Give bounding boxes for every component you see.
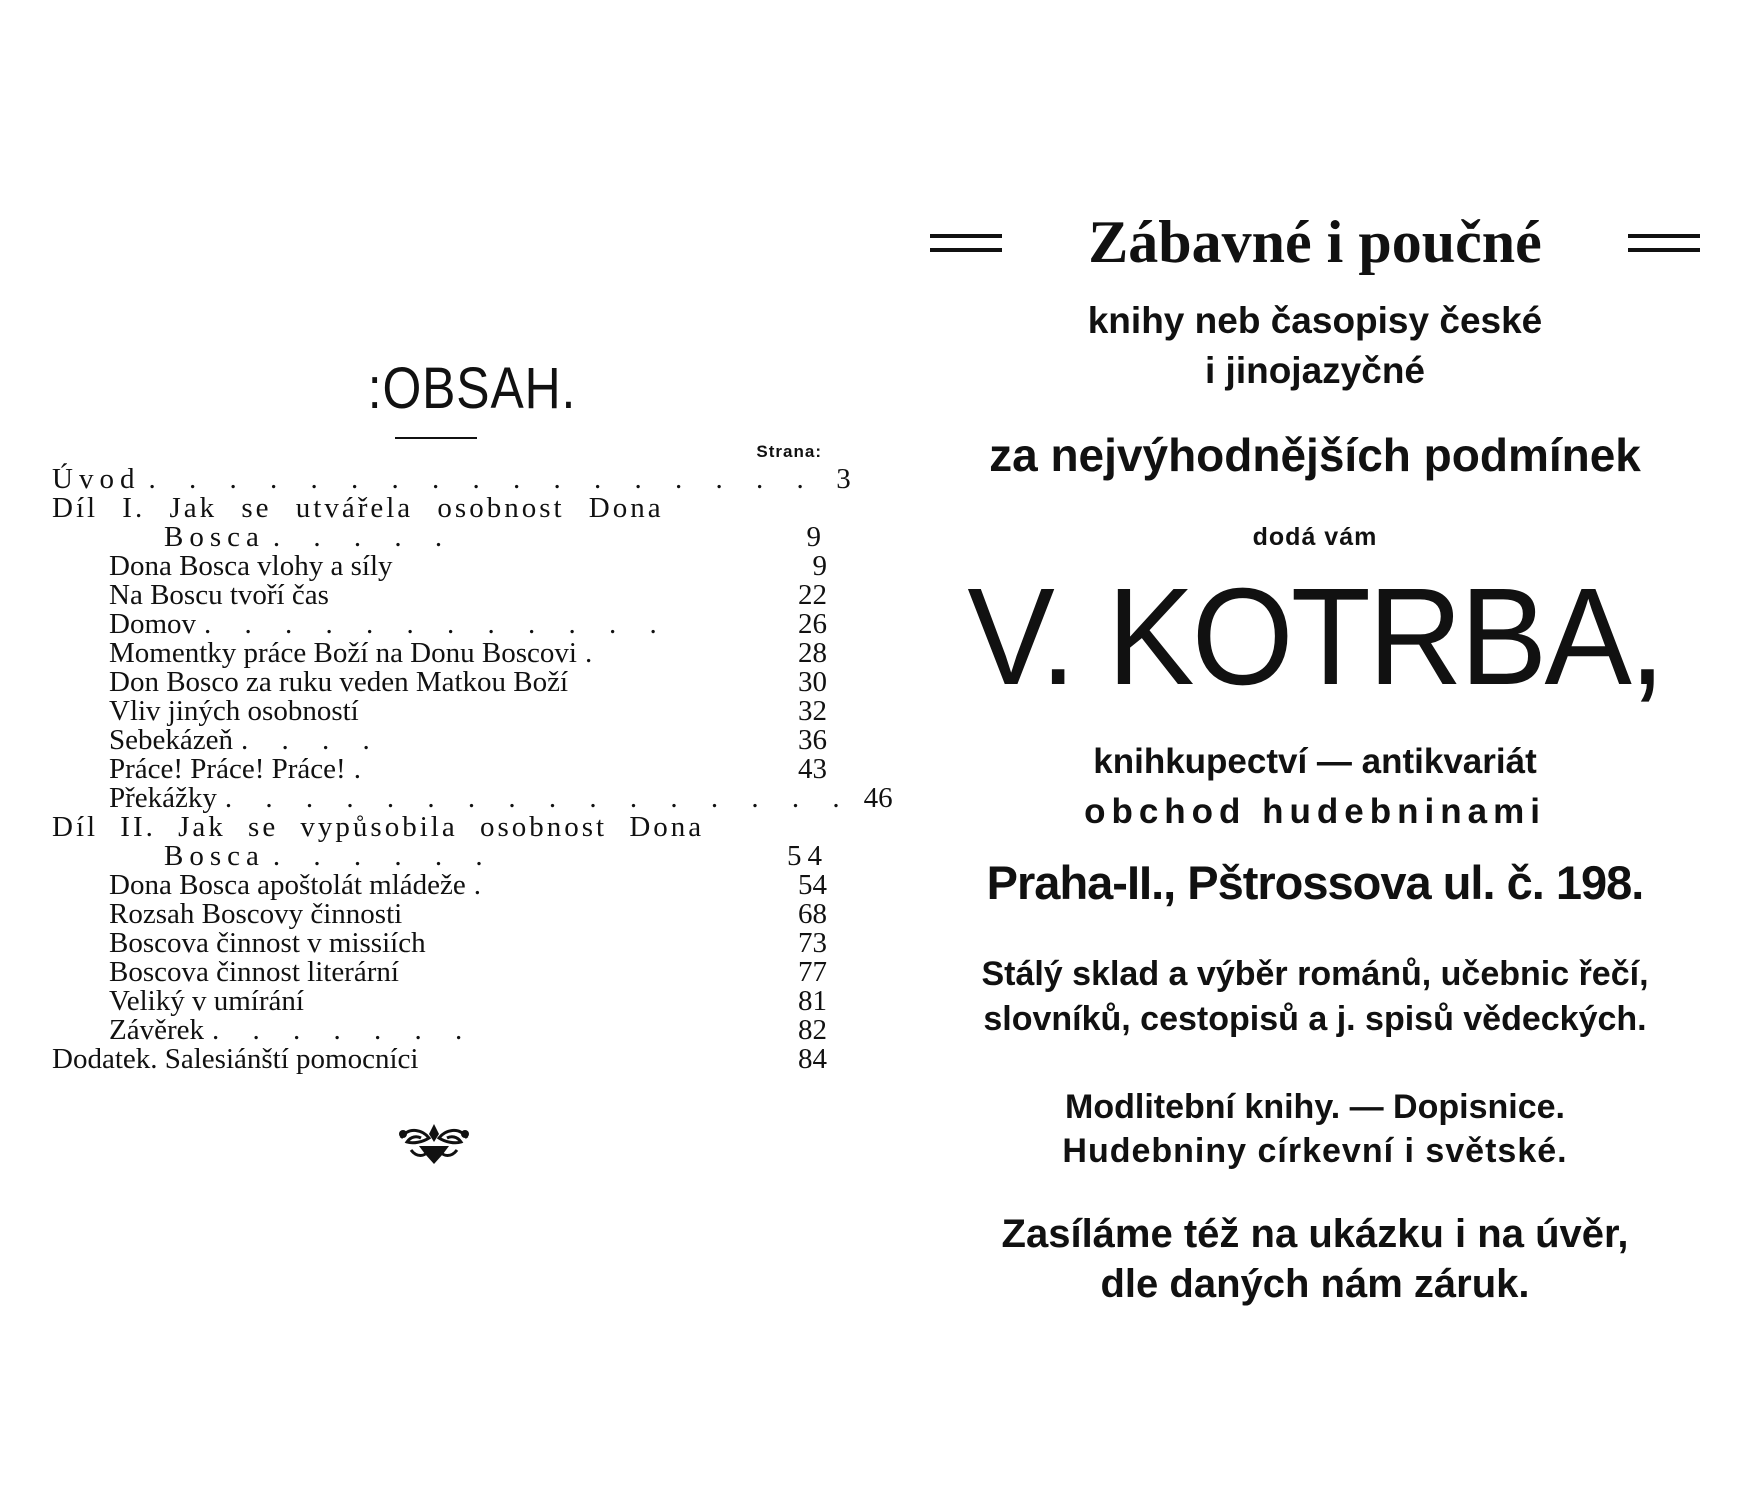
toc-entry-title: Dona Bosca vlohy a síly (109, 550, 393, 582)
toc-entry-title: Překážky (109, 782, 217, 814)
toc-entry (52, 900, 827, 929)
toc-entry (52, 697, 827, 726)
toc-entry-title: Veliký v umírání (109, 985, 304, 1017)
toc-entry-page: 9 (812, 550, 827, 582)
toc-entry (52, 1045, 827, 1074)
toc-entry-title: Boscova činnost v missiích (109, 927, 426, 959)
toc-entry-title: Díl II. Jak se vypůsobila osobnost Dona (52, 811, 705, 843)
toc-list (52, 463, 893, 1075)
toc-leader-dots: . . . . . . . . . . . . . . . . (224, 782, 853, 814)
ad-trade-line: knihkupectví — antikvariát (1093, 742, 1537, 781)
double-rule-left (930, 234, 1002, 252)
toc-entry-title: Úvod (52, 463, 141, 495)
toc-leader-dots: . (353, 753, 374, 785)
toc-entry-page: 82 (798, 1014, 827, 1046)
toc-entry (52, 842, 827, 871)
toc-entry-page: 3 (836, 463, 857, 495)
toc-leader-dots: . (473, 869, 494, 901)
toc-entry-title: Díl I. Jak se utvářela osobnost Dona (52, 492, 664, 524)
ad-stock-line: Stálý sklad a výběr románů, učebnic řečí, (981, 955, 1649, 993)
ad-line-supplier: dodá vám (1252, 523, 1378, 551)
toc-leader-dots: . . . . . . . . . . . . (204, 608, 670, 640)
title-rule (395, 437, 477, 439)
toc-entry (52, 552, 827, 581)
toc-entry-title: Práce! Práce! Práce! (109, 753, 346, 785)
toc-entry (52, 782, 893, 814)
toc-entry-page: 81 (798, 985, 827, 1017)
double-rule-right (1628, 234, 1700, 252)
toc-entry-page: 73 (798, 927, 827, 959)
ad-shipping-line: Zasíláme též na ukázku i na úvěr, (1001, 1212, 1629, 1256)
ad-company-name: V. KOTRBA, (967, 560, 1663, 714)
ad-address: Praha-II., Pštrossova ul. č. 198. (986, 856, 1644, 909)
toc-entry (52, 929, 827, 958)
toc-entry-title: Vliv jiných osobností (109, 695, 359, 727)
ad-stock-line: slovníků, cestopisů a j. spisů vědeckých. (983, 1000, 1647, 1038)
toc-entry-page: 68 (798, 898, 827, 930)
toc-entry-title: Dona Bosca apoštolát mládeže (109, 869, 466, 901)
toc-entry-title: Momentky práce Boží na Donu Boscovi (109, 637, 577, 669)
toc-entry (52, 523, 827, 552)
toc-entry (52, 1016, 827, 1045)
toc-entry-title: Závěrek (109, 1014, 204, 1046)
toc-entry-page: 43 (798, 753, 827, 785)
toc-entry-title: Don Bosco za ruku veden Matkou Boží (109, 666, 569, 698)
toc-entry-page: 28 (798, 637, 827, 669)
toc-part-heading (52, 494, 827, 523)
toc-entry-title: Dodatek. Salesiánští pomocníci (52, 1043, 419, 1075)
toc-entry (52, 668, 827, 697)
toc-entry (52, 958, 827, 987)
toc-entry-title: Domov (109, 608, 196, 640)
toc-entry-page: 54 (798, 869, 827, 901)
toc-entry-page: 36 (798, 724, 827, 756)
toc-leader-dots: . (584, 637, 606, 669)
toc-entry-title: Rozsah Boscovy činnosti (109, 898, 403, 930)
toc-entry-page: 54 (787, 840, 828, 872)
toc-entry (52, 463, 857, 495)
toc-entry-page: 46 (863, 782, 893, 814)
toc-entry-title: Sebekázeň (109, 724, 233, 756)
toc-leader-dots: . . . . . (272, 521, 456, 553)
toc-entry (52, 755, 827, 784)
toc-entry (52, 581, 827, 610)
toc-entry-page: 26 (798, 608, 827, 640)
toc-entry-page: 30 (798, 666, 827, 698)
toc-entry-page: 9 (806, 521, 827, 553)
toc-entry-title: Na Boscu tvoří čas (109, 579, 329, 611)
ad-prayer-line: Hudebniny církevní i světské. (1062, 1132, 1568, 1170)
ad-line-books: knihy neb časopisy české (1087, 300, 1543, 341)
toc-entry-title: Bosca (164, 840, 265, 872)
toc-leader-dots: . . . . . . . (212, 1014, 476, 1046)
toc-entry-page: 77 (798, 956, 827, 988)
toc-part-heading (52, 813, 827, 842)
ad-headline: Zábavné i poučné (1088, 209, 1542, 275)
toc-entry (52, 726, 827, 755)
toc-entry-title: Boscova činnost literární (109, 956, 399, 988)
toc-entry-page: 32 (798, 695, 827, 727)
toc-entry (52, 610, 827, 639)
toc-leader-dots: . . . . (241, 724, 383, 756)
toc-entry-title: Bosca (164, 521, 265, 553)
ad-line-languages: i jinojazyčné (1204, 350, 1425, 391)
toc-leader-dots: . . . . . . . . . . . . . . . . . (148, 463, 817, 495)
toc-entry-page: 22 (798, 579, 827, 611)
ad-line-conditions: za nejvýhodnějších podmínek (989, 429, 1641, 481)
toc-entry (52, 871, 827, 900)
toc-leader-dots: . . . . . . (272, 840, 496, 872)
toc-entry-page: 84 (798, 1043, 827, 1075)
toc-entry (52, 987, 827, 1016)
floral-ornament-icon (395, 1120, 473, 1166)
ad-shipping-line: dle daných nám záruk. (1100, 1262, 1530, 1306)
ad-headline-row (930, 208, 1700, 277)
ad-trade-line: obchod hudebninami (1084, 792, 1546, 831)
toc-entry (52, 639, 827, 668)
page-column-label: Strana: (756, 442, 822, 461)
page-title: :OBSAH. (367, 356, 577, 421)
ad-prayer-line: Modlitební knihy. — Dopisnice. (1065, 1088, 1565, 1126)
